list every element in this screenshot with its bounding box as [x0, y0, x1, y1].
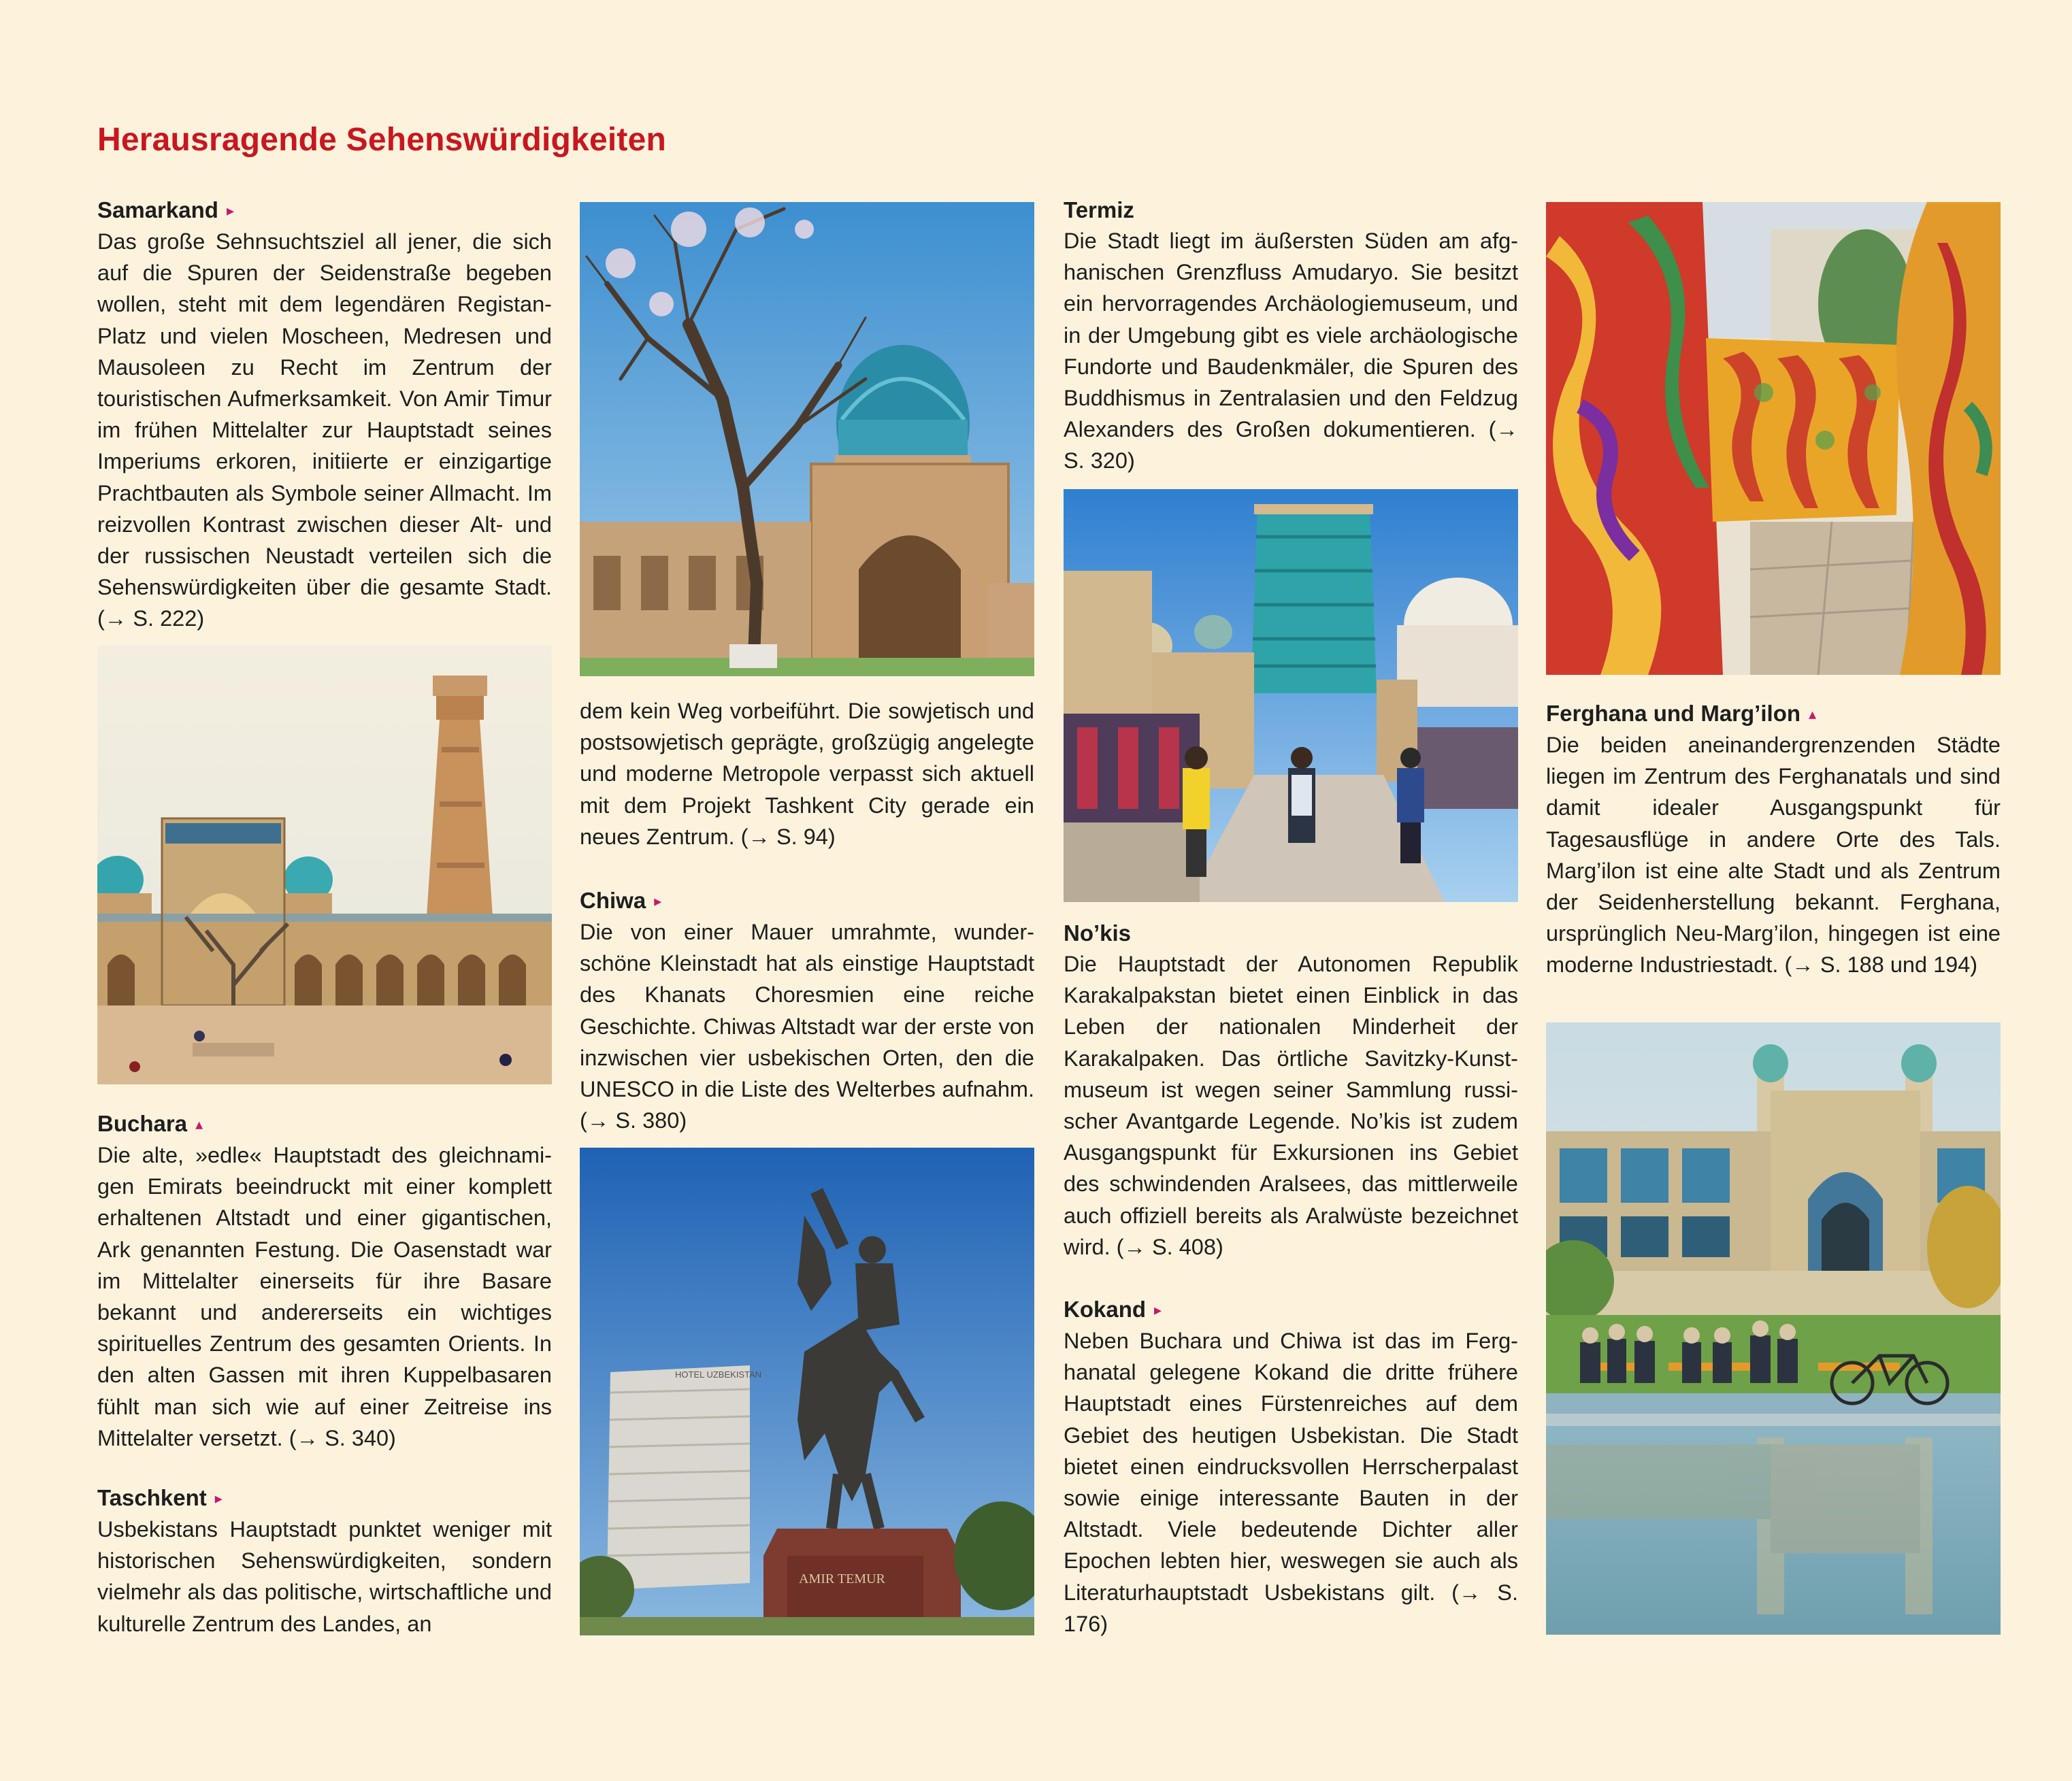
text-termiz: Die Stadt liegt im äußersten Süden am afghanischen Grenzfluss Amudaryo. Sie besitzt ein hervorragendes Archäologiemuseum, und in der Umgebung gibt es viele archäologische Fundorte und Baudenkmäler, die Spuren des Buddhismus in Zentralasien und den Feldzug Alexanders des Großen dokumentieren. (→ S. 320) — [1064, 229, 1518, 473]
section-termiz — [1064, 195, 1518, 477]
text-taschkent-part2: dem kein Weg vorbeiführt. Die sowjetisch und postsowjetisch geprägte, großzügig angelegte und moderne Metropole verpasst sich aktuell mit dem Projekt Tashkent City gerade ein neues Zentrum. (→ S. 94) — [580, 699, 1034, 849]
heading-termiz[interactable] — [1064, 195, 1518, 225]
heading-nokis[interactable] — [1064, 918, 1518, 948]
section-samarkand — [97, 195, 552, 635]
photo-samarkand-mausoleum — [580, 202, 1034, 676]
heading-nokis-label: No’kis — [1064, 920, 1132, 946]
section-taschkent-continued — [580, 695, 1034, 852]
heading-ferghana-label: Ferghana und Marg’ilon — [1546, 701, 1801, 726]
hotel-sign-text: HOTEL UZBEKISTAN — [675, 1369, 762, 1380]
photo-chiwa-kalta-minor — [1064, 489, 1518, 902]
heading-chiwa-label: Chiwa — [580, 888, 646, 913]
arrow-right-icon: ▸ — [226, 202, 234, 219]
arrow-up-icon: ▴ — [1809, 705, 1817, 722]
heading-taschkent[interactable] — [97, 1483, 552, 1514]
section-buchara — [97, 1109, 552, 1454]
arrow-right-icon: ▸ — [654, 893, 662, 910]
heading-buchara-label: Buchara — [97, 1111, 188, 1136]
heading-taschkent-label: Taschkent — [97, 1485, 207, 1510]
heading-termiz-label: Termiz — [1064, 197, 1134, 222]
photo-kokand-khudayar-khan-palace — [1546, 1022, 2001, 1635]
arrow-up-icon: ▴ — [195, 1116, 203, 1133]
text-nokis: Die Hauptstadt der Autonomen Republik Karakalpakstan bietet einen Einblick in das Leben der nationalen Minderheit der Karakalpaken. Das örtliche Savitzky-Kunstmuseum ist wegen seiner Sammlung russischer Avantgarde Legende. No’kis ist zudem Ausgangspunkt für Exkursionen ins Gebiet des schwindenden Aralsees, das mittlerweile auch offiziell bereits als Aralwüste bezeichnet wird. (→ S. 408) — [1064, 952, 1518, 1259]
text-kokand: Neben Buchara und Chiwa ist das im Ferghanatal gelegene Kokand die dritte frühere Hauptstadt eines Fürstenreiches auf dem Gebiet des heutigen Usbekistan. Die Stadt bietet einen eindrucksvollen Herrscherpalast sowie einige interessante Bauten in der Altstadt. Viele bedeutende Dichter aller Epochen lebten hier, weswegen sie auch als Literaturhauptstadt Usbekistans gilt. (→ S. 176) — [1064, 1329, 1518, 1636]
heading-samarkand-label: Samarkand — [97, 197, 218, 222]
heading-buchara[interactable] — [97, 1109, 552, 1139]
text-samarkand: Das große Sehnsuchtsziel all jener, die sich auf die Spuren der Seidenstraße begeben wollen, steht mit dem legendären Registan-Platz und vielen Moscheen, Medresen und Mausoleen zu Recht im Zentrum der touristischen Aufmerksamkeit. Von Amir Timur im frühen Mittelalter zur Hauptstadt seines Imperiums erkoren, initiierte er einzigartige Prachtbauten als Symbole seiner Allmacht. Im reizvollen Kontrast zwischen dieser Alt- und der russischen Neustadt verteilen sich die Sehenswürdigkeiten über die gesamte Stadt. (→ S. 222) — [97, 229, 552, 631]
text-taschkent-part1: Usbekistans Hauptstadt punktet weniger mit historischen Sehenswürdigkeiten, sondern vielmehr als das politische, wirtschaftliche und kulturelle Zentrum des Landes, an — [97, 1517, 552, 1636]
section-nokis — [1064, 918, 1518, 1263]
heading-samarkand[interactable] — [97, 195, 552, 226]
text-buchara: Die alte, »edle« Hauptstadt des gleichnamigen Emirats beeindruckt mit einer komplett erhaltenen Altstadt und einer gigantischen, Ark genannten Festung. Die Oasenstadt war im Mittelalter einerseits für ihre Basare bekannt und andererseits ein wichtiges spirituelles Zentrum des gesamten Orients. In den alten Gassen mit ihren Kuppelbasaren fühlt man sich wie auf einer Zeitreise ins Mittelalter versetzt. (→ S. 340) — [97, 1143, 552, 1450]
heading-kokand-label: Kokand — [1064, 1297, 1147, 1322]
section-ferghana — [1546, 699, 2001, 981]
section-kokand — [1064, 1295, 1518, 1639]
heading-chiwa[interactable] — [580, 886, 1034, 916]
section-taschkent — [97, 1483, 552, 1639]
photo-margilon-silk-fabrics — [1546, 202, 2001, 675]
heading-kokand[interactable] — [1064, 1295, 1518, 1325]
page-title: Herausragende Sehenswürdigkeiten — [97, 122, 666, 158]
photo-buchara-kalon-mosque — [97, 645, 552, 1084]
arrow-right-icon: ▸ — [1154, 1301, 1162, 1318]
statue-plinth-text: AMIR TEMUR — [799, 1571, 885, 1586]
section-chiwa — [580, 886, 1034, 1136]
photo-tashkent-amir-temur-statue — [580, 1148, 1034, 1635]
arrow-right-icon: ▸ — [214, 1490, 223, 1507]
text-ferghana: Die beiden aneinandergrenzenden Städte liegen im Zentrum des Ferghanatals und sind damit idealer Ausgangspunkt für Tagesausflüge in andere Orte des Tals. Marg’ilon ist eine alte Stadt und als Zentrum der Seidenherstellung bekannt. Ferghana, ursprünglich Neu-Marg’ilon, hingegen ist eine moderne Industriestadt. (→ S. 188 und 194) — [1546, 733, 2001, 978]
heading-ferghana[interactable] — [1546, 699, 2001, 729]
text-chiwa: Die von einer Mauer umrahmte, wunderschöne Kleinstadt hat als einstige Hauptstadt des Khanats Choresmien eine reiche Geschichte. Chiwas Altstadt war der erste von inzwischen vier usbekischen Orten, den die UNESCO in die Liste des Welterbes aufnahm. (→ S. 380) — [580, 920, 1034, 1133]
